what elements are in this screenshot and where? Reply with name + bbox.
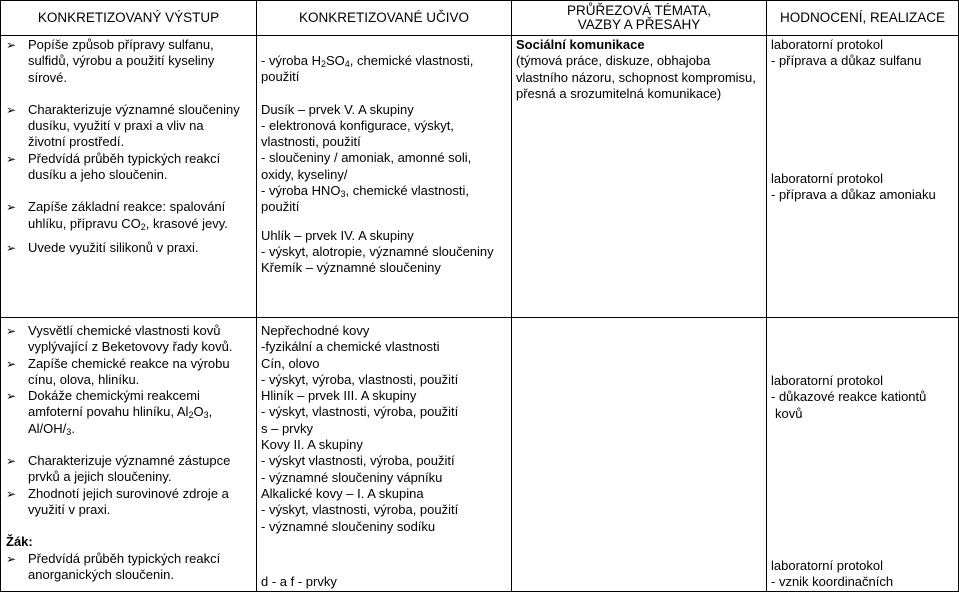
row1-curriculum: - výroba $H_2SO_4$, chemické vlastnosti, použití Dusík – prvek V. A skupiny - elektronová konfigurace, výskyt, vlastnosti, použití - sloučeniny / amoniak, amonné soli, oxidy, kyseliny/ - výroba $HNO_3$, chemické vlastnosti, použití Uhlík – prvek IV. A skupiny - výskyt, alotropie, významné sloučeniny Křemík – významné sloučeniny	[261, 53, 494, 276]
row1-outcomes	[2, 37, 254, 256]
arrow-bullet-icon: ➢	[6, 102, 17, 117]
row1-evaluation-b: laboratorní protokol - příprava a důkaz amoniaku	[771, 171, 936, 203]
row2-outcomes	[2, 323, 254, 583]
header-curriculum: KONKRETIZOVANÉ UČIVO	[298, 9, 470, 25]
outcome-item: ➢ Zhodnotí jejich surovinové zdroje a využití v praxi.	[6, 485, 229, 517]
outcome-item: ➢ Předvídá průběh typických reakcí dusíku a jeho sloučenin.	[6, 150, 221, 183]
arrow-bullet-icon: ➢	[6, 356, 17, 371]
outcome-item: ➢ Zapíše chemické reakce na výrobu cínu, olova, hliníku.	[6, 355, 230, 387]
row2-curriculum: Nepřechodné kovy -fyzikální a chemické vlastnosti Cín, olovo - výskyt, výroba, vlastnosti, použití Hliník – prvek III. A skupiny - výskyt, vlastnosti, výroba, použití s – prvky Kovy II. A skupiny - výskyt vlastnosti, výroba, použití - významné sloučeniny vápníku Alkalické kovy – I. A skupina - výskyt, vlastnosti, výroba, použití - významné sloučeniny sodíku	[261, 323, 459, 534]
outcome-item: ➢ Uvede využití silikonů v praxi.	[6, 239, 199, 255]
outcome-item: ➢ Dokáže chemickými reakcemi amfoterní povahu hliníku, $Al_2O_3$, $Al/OH/_3$.	[6, 388, 213, 437]
header-cross-line2: VAZBY A PŘESAHY	[577, 16, 701, 32]
row1-evaluation-a: laboratorní protokol - příprava a důkaz sulfanu	[771, 37, 922, 69]
row2-evaluation-a: laboratorní protokol - důkazové reakce kationtů kovů	[771, 373, 927, 421]
outcome-item: ➢ Vysvětlí chemické vlastnosti kovů vyplývající z Beketovovy řady kovů.	[6, 323, 233, 355]
arrow-bullet-icon: ➢	[6, 551, 17, 566]
arrow-bullet-icon: ➢	[6, 240, 17, 255]
outcome-item: ➢ Charakterizuje významné sloučeniny dusíku, využití v praxi a vliv na životní prostředí.	[6, 101, 240, 150]
arrow-bullet-icon: ➢	[6, 389, 17, 404]
arrow-bullet-icon: ➢	[6, 200, 17, 215]
outcome-item: ➢ Charakterizuje významné zástupce prvků a jejich sloučeniny.	[6, 453, 231, 485]
row2-curriculum-last: d - a f - prvky	[261, 574, 337, 589]
arrow-bullet-icon: ➢	[6, 151, 17, 166]
arrow-bullet-icon: ➢	[6, 324, 17, 338]
row1-cross-topics: Sociální komunikace (týmová práce, diskuze, obhajoba vlastního názoru, schopnost kompromisu, přesná a srozumitelná komunikace)	[516, 37, 764, 102]
arrow-bullet-icon: ➢	[6, 454, 17, 469]
header-evaluation: HODNOCENÍ, REALIZACE	[779, 9, 946, 25]
cross-topic-title: Sociální komunikace	[516, 37, 645, 52]
header-outcomes: KONKRETIZOVANÝ VÝSTUP	[37, 9, 220, 25]
outcome-item: ➢ Zapíše základní reakce: spalování uhlíku, přípravu $CO_2$, krasové jevy.	[6, 199, 228, 232]
student-label: Žák:	[6, 534, 33, 550]
header-cross-topics	[512, 0, 766, 35]
arrow-bullet-icon: ➢	[6, 38, 17, 52]
outcome-item: ➢ Popíše způsob přípravy sulfanu, sulfidů, výrobu a použití kyseliny sírové.	[6, 37, 215, 85]
arrow-bullet-icon: ➢	[6, 486, 17, 501]
header-cross-line1: PRŮŘEZOVÁ TÉMATA,	[566, 2, 712, 18]
row2-evaluation-b: laboratorní protokol - vznik koordinačních	[771, 558, 894, 590]
outcome-item: ➢ Předvídá průběh typických reakcí anorganických sloučenin.	[6, 550, 221, 582]
